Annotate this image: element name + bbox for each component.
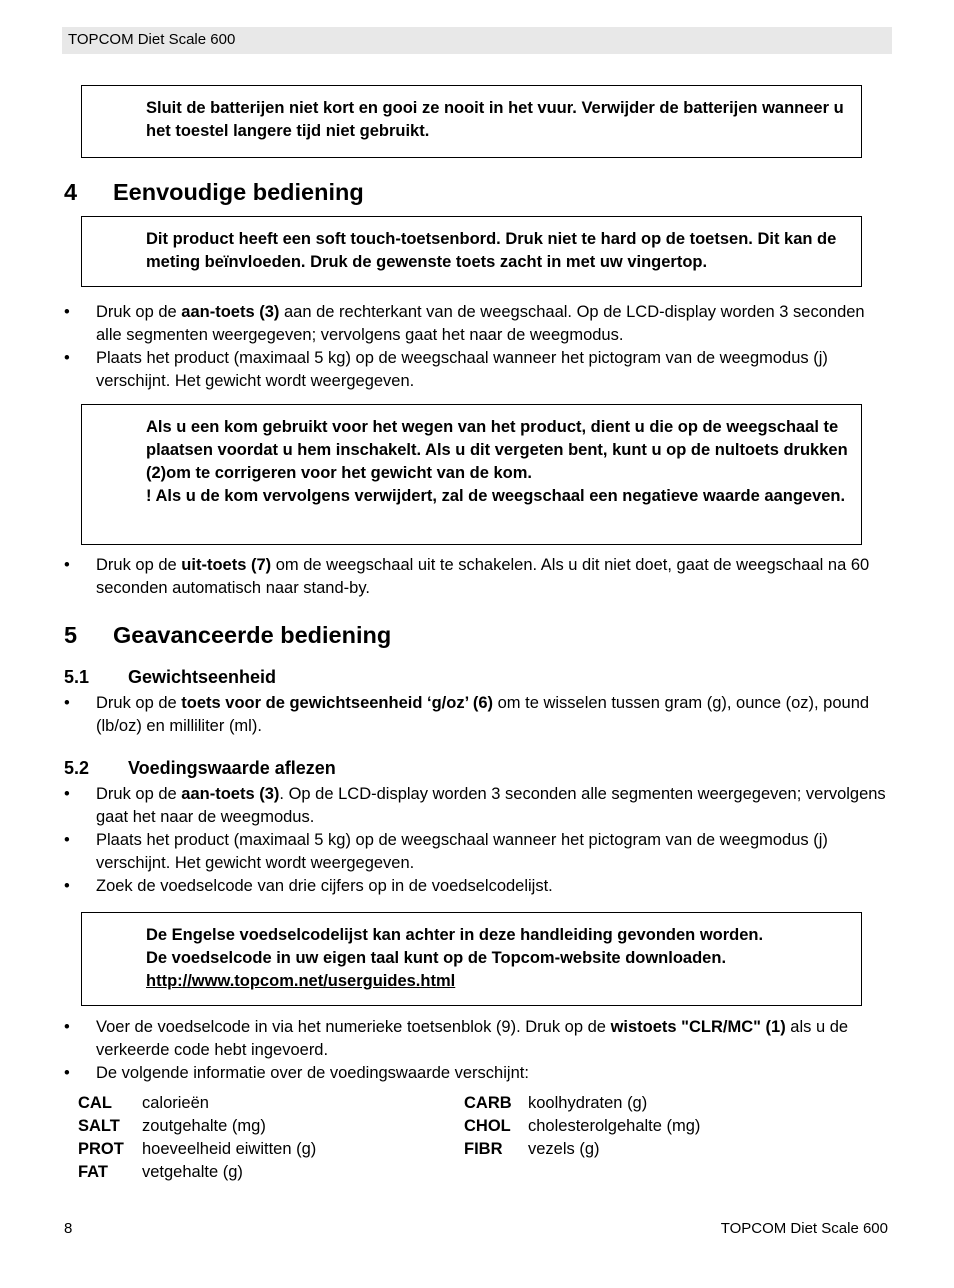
nutrition-desc: calorieën [142, 1094, 209, 1112]
text-run: Zoek de voedselcode van drie cijfers op in de voedselcodelijst. [96, 877, 553, 895]
section-5-2-list-b [64, 1016, 890, 1085]
section-5-2-list-a [64, 783, 890, 898]
text-run: om de weegschaal uit te schakelen. Als u dit niet doet, gaat de weegschaal na 60 seconden automatisch naar stand-by. [96, 556, 870, 597]
section-5-2-title: Voedingswaarde aflezen [128, 758, 336, 778]
text-run: . Op de LCD-display worden 3 seconden alle segmenten weergegeven; vervolgens gaat het naar de weegmodus. [96, 785, 886, 826]
list-item [64, 829, 890, 875]
bullet-icon: • [64, 877, 70, 895]
nutrition-abbr: FAT [78, 1163, 108, 1181]
text-run: Druk op de [96, 694, 182, 712]
text-run: Druk op de [96, 785, 182, 803]
footer-title: TOPCOM Diet Scale 600 [720, 1220, 888, 1237]
text-run: Plaats het product (maximaal 5 kg) op de weegschaal wanneer het pictogram van de weegmodus (j) verschijnt. Het gewicht wordt weergegeven. [96, 831, 828, 872]
text-run: Voer de voedselcode in via het numerieke toetsenblok (9). Druk op de [96, 1018, 611, 1036]
note-foodcode-text-1: De Engelse voedselcodelijst kan achter in deze handleiding gevonden worden. [146, 926, 764, 944]
text-run: De volgende informatie over de voedingswaarde verschijnt: [96, 1064, 529, 1082]
bold-run: aan-toets (3) [181, 785, 280, 803]
nutrition-desc: hoeveelheid eiwitten (g) [142, 1140, 317, 1158]
bullet-icon: • [64, 831, 70, 849]
list-item [64, 875, 890, 898]
header-title: TOPCOM Diet Scale 600 [68, 31, 236, 48]
section-5-number: 5 [64, 622, 78, 648]
list-item [64, 1016, 890, 1062]
list-item [64, 301, 890, 347]
bullet-icon: • [64, 1064, 70, 1082]
list-item [64, 554, 890, 600]
nutrition-abbr: CAL [78, 1094, 112, 1112]
nutrition-desc: vetgehalte (g) [142, 1163, 243, 1181]
nutrition-abbr: SALT [78, 1117, 120, 1135]
list-item [64, 692, 890, 738]
text-run: Druk op de [96, 556, 182, 574]
text-run: Plaats het product (maximaal 5 kg) op de weegschaal wanneer het pictogram van de weegmodus (j) verschijnt. Het gewicht wordt weergegeven. [96, 349, 828, 390]
section-5-2-heading [64, 757, 336, 779]
nutrition-desc: cholesterolgehalte (mg) [528, 1117, 701, 1135]
section-5-heading [64, 621, 391, 649]
bullet-icon: • [64, 349, 70, 367]
bold-run: aan-toets (3) [181, 303, 280, 321]
section-5-1-number: 5.1 [64, 667, 90, 687]
note-foodcode [81, 912, 862, 1006]
section-4-title: Eenvoudige bediening [113, 179, 364, 205]
text-run: aan de rechterkant van de weegschaal. Op de LCD-display worden 3 seconden alle segmenten weergegeven; vervolgens gaat het naar de weegmodus. [96, 303, 865, 344]
list-item [64, 347, 890, 393]
note-touch-text: Dit product heeft een soft touch-toetsenbord. Druk niet te hard op de toetsen. Dit kan de meting beïnvloeden. Druk de gewenste toets zacht in met uw vingertop. [146, 230, 837, 271]
section-5-1-title: Gewichtseenheid [128, 667, 277, 687]
nutrition-abbr: CARB [464, 1094, 512, 1112]
bullet-icon: • [64, 785, 70, 803]
text-run: als u de verkeerde code hebt ingevoerd. [96, 1018, 849, 1059]
userguides-link[interactable]: http://www.topcom.net/userguides.html [146, 972, 456, 990]
list-item [64, 1062, 890, 1085]
section-5-1-heading [64, 666, 276, 688]
page-number: 8 [64, 1220, 73, 1237]
note-bowl [81, 404, 862, 545]
nutrition-desc: zoutgehalte (mg) [142, 1117, 266, 1135]
text-run: Druk op de [96, 303, 182, 321]
nutrition-desc: koolhydraten (g) [528, 1094, 648, 1112]
section-4-heading [64, 178, 364, 206]
nutrition-abbr: CHOL [464, 1117, 511, 1135]
note-bowl-text-2: ! Als u de kom vervolgens verwijdert, zal de weegschaal een negatieve waarde aangeven. [146, 487, 846, 505]
bold-run: wistoets "CLR/MC" (1) [610, 1018, 786, 1036]
section-5-1-list [64, 692, 890, 738]
note-bowl-text-1: Als u een kom gebruikt voor het wegen van het product, dient u die op de weegschaal te plaatsen voordat u hem inschakelt. Als u dit vergeten bent, kunt u op de nultoets drukken (2)om te corrigeren voor het gewicht van de kom. [146, 418, 848, 482]
nutrition-abbr: FIBR [464, 1140, 503, 1158]
note-foodcode-text-2: De voedselcode in uw eigen taal kunt op de Topcom-website downloaden. [146, 949, 727, 967]
note-battery-text: Sluit de batterijen niet kort en gooi ze nooit in het vuur. Verwijder de batterijen wanneer u het toestel langere tijd niet gebruikt. [146, 99, 844, 140]
text-run: om te wisselen tussen gram (g), ounce (oz), pound (lb/oz) en milliliter (ml). [96, 694, 870, 735]
list-item [64, 783, 890, 829]
bullet-icon: • [64, 556, 70, 574]
section-4-number: 4 [64, 179, 78, 205]
bullet-icon: • [64, 303, 70, 321]
nutrition-abbr: PROT [78, 1140, 124, 1158]
bullet-icon: • [64, 1018, 70, 1036]
bullet-icon: • [64, 694, 70, 712]
nutrition-desc: vezels (g) [528, 1140, 600, 1158]
section-5-title: Geavanceerde bediening [113, 622, 392, 648]
page-header [62, 27, 892, 54]
bold-run: toets voor de gewichtseenheid ‘g/oz’ (6) [181, 694, 494, 712]
section-5-2-number: 5.2 [64, 758, 90, 778]
note-touch [81, 216, 862, 287]
bold-run: uit-toets (7) [181, 556, 272, 574]
section-4-list-a [64, 301, 890, 393]
note-battery [81, 85, 862, 158]
section-4-list-b [64, 554, 890, 600]
